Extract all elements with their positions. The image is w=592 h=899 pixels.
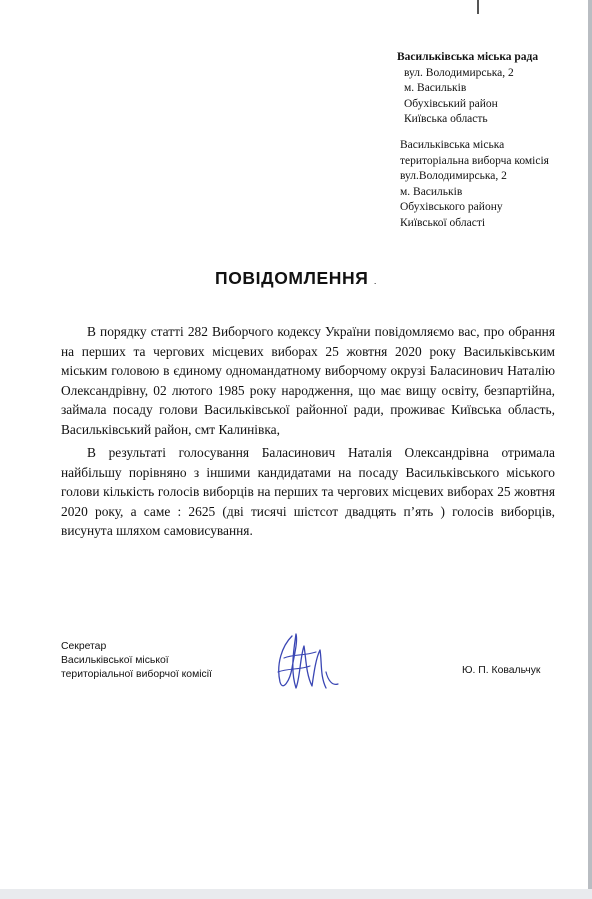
- document-title: [0, 268, 592, 289]
- recipient-city-council: [397, 50, 538, 128]
- commission-name-line-2: територіальна виборча комісія: [400, 154, 549, 167]
- signatory-block: [61, 640, 212, 682]
- page-bottom-edge: [0, 889, 592, 899]
- signatory-name: Ю. П. Ковальчук: [462, 665, 541, 676]
- recipient-street: вул. Володимирська, 2: [404, 66, 514, 79]
- commission-district: Обухівського району: [400, 201, 503, 213]
- recipient-region: Київська область: [404, 113, 488, 125]
- recipient-org: Васильківська міська рада: [397, 51, 539, 63]
- commission-name-line-1: Васильківська міська: [400, 139, 505, 151]
- commission-street: вул.Володимирська, 2: [400, 170, 507, 182]
- signatory-org-line-1: Васильківської міської: [61, 655, 169, 666]
- commission-region: Київської області: [400, 216, 486, 229]
- page-edge: [588, 0, 592, 899]
- scan-mark: [477, 0, 479, 14]
- recipient-district: Обухівський район: [404, 97, 498, 110]
- signatory-org-line-2: територіальної виборчої комісії: [61, 669, 212, 680]
- recipient-election-commission: [400, 138, 549, 231]
- title-text: ПОВІДОМЛЕННЯ: [215, 268, 369, 288]
- paragraph-2: [61, 443, 555, 541]
- recipient-city: м. Васильків: [404, 82, 467, 94]
- signatory-position: Секретар: [61, 641, 107, 652]
- title-mark: .: [373, 276, 377, 286]
- paragraph-text: В результаті голосування Баласинович Наталія Олександрівна отримала найбільшу порівняно з іншими кандидатами на посаду Васильківського міського голови кількість голосів виборців на перших та чергових місцевих виборах 25 жовтня 2020 року, а саме : 2625 (дві тисячі шістсот двадцять п’ять ) голосів виборців, висунута шляхом самовисування.: [61, 445, 555, 539]
- paragraph-text: В порядку статті 282 Виборчого кодексу України повідомляємо вас, про обрання на перших та чергових місцевих виборах 25 жовтня 2020 року Васильківським міським головою в єдиному одномандатному виборчому окрузі Баласинович Наталію Олександрівну, 02 лютого 1985 року народження, що має вищу освіту, безпартійна, займала посаду голови Васильківської районної ради, проживає Київська область, Васильківський район, смт Калинівка,: [61, 324, 555, 437]
- handwritten-signature: [270, 628, 344, 698]
- paragraph-1: [61, 322, 555, 440]
- commission-city: м. Васильків: [400, 185, 463, 198]
